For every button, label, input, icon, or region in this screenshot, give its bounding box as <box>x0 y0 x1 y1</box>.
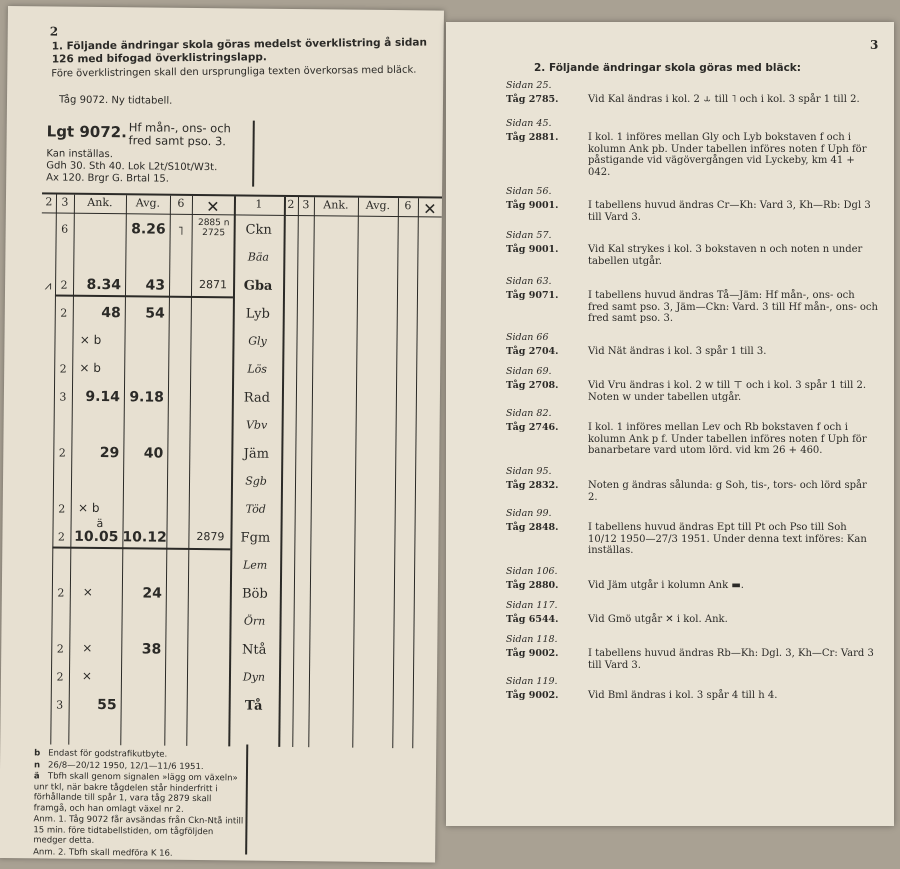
column-header: 6 <box>404 199 412 213</box>
entry-page: Sidan 106. <box>506 566 558 577</box>
ank-time: × b <box>79 332 102 347</box>
row-rule <box>52 546 230 550</box>
column-header: 6 <box>177 196 185 210</box>
entry-text: Vid Vru ändras i kol. 2 w till ⊤ och i kol. 3 spår 1 till 2. Noten w under tabellen utgår. <box>588 380 867 403</box>
footnote-rule <box>245 745 248 855</box>
col3-track: 2 <box>57 586 65 600</box>
ank-time: × <box>81 668 93 683</box>
col2-mark: ⩘ <box>44 278 52 293</box>
footnote <box>34 748 244 761</box>
entry-page: Sidan 63. <box>506 276 552 287</box>
column-header: 3 <box>61 195 69 209</box>
entry-page: Sidan 56. <box>506 186 552 197</box>
station-name: Ckn <box>245 222 272 238</box>
entry-page: Sidan 118. <box>506 634 558 645</box>
station-name: Gly <box>248 334 267 348</box>
ank-time: 8.34 <box>86 276 122 294</box>
column-rule <box>292 197 299 747</box>
entry-train: Tåg 2848. <box>506 522 559 533</box>
footnote-key: b <box>34 748 41 759</box>
ank-time: × <box>82 584 93 599</box>
station-name: Vbv <box>245 418 268 432</box>
station-name: Böb <box>241 586 268 602</box>
entry-text: I tabellens huvud ändras Rb—Kh: Dgl. 3, Kh—Cr: Vard 3 till Vard 3. <box>588 648 874 671</box>
intro-heading: 1. Följande ändringar skola göras medelst överklistring å sidan 126 med bifogad överklistringslapp. <box>51 36 428 66</box>
entry-page: Sidan 69. <box>506 366 552 377</box>
station-name: Bäa <box>247 250 270 264</box>
entry-text: I tabellens huvud ändras Tå—Jäm: Hf mån-, ons- och fred samt pso. 3, Jäm—Ckn: Vard. 3 till Hf mån-, ons- och fred samt pso. 3. <box>588 290 878 324</box>
footnote-text: 26/8—20/12 1950, 12/1—11/6 1951. <box>48 759 204 772</box>
col3-track: 2 <box>56 670 64 684</box>
entry-text: Noten g ändras sålunda: g Soh, tis-, tors- och lörd spår 2. <box>588 480 867 503</box>
column-header: Avg. <box>135 196 161 210</box>
column-header: 2 <box>287 197 295 212</box>
intro-tag: Tåg 9072. Ny tidtabell. <box>58 94 173 107</box>
column-rule <box>308 197 315 747</box>
station-name: Dyn <box>242 670 266 684</box>
column-header: 1 <box>255 197 263 211</box>
train-line1: Kan inställas. <box>46 148 113 161</box>
train-header <box>42 118 255 186</box>
train-days: Hf mån-, ons- och fred samt pso. 3. <box>128 120 231 149</box>
entry-text: Vid Jäm utgår i kolumn Ank ▬. <box>588 580 744 591</box>
column-header: ✕ <box>206 197 220 217</box>
train-title: Lgt 9072. <box>46 122 127 142</box>
entry-text: I kol. 1 införes mellan Lev och Rb bokstaven f och i kolumn Ank p f. Under tabellen införes noten f Uph för banarbetare vard utom lörd. vid km 26 + 460. <box>588 422 867 456</box>
entry-text: Vid Bml ändras i kol. 3 spår 4 till h 4. <box>588 690 778 701</box>
station-name: Sgb <box>245 474 267 488</box>
avg-time: 24 <box>142 585 162 602</box>
col6-mark: ˥ <box>177 223 184 238</box>
entry-text: I kol. 1 införes mellan Gly och Lyb bokstaven f och i kolumn Ank pb. Under tabellen införes noten f Uph för påstigande vid vägövergången vid Lyckeby, km 41 + 042. <box>588 132 867 178</box>
ank-note: ä <box>96 516 104 531</box>
entry-page: Sidan 119. <box>506 676 558 687</box>
col3-track: 3 <box>59 390 67 404</box>
column-rule <box>352 198 359 748</box>
station-name: Lös <box>247 362 268 376</box>
meeting-train: 2885 n 2725 <box>197 218 230 239</box>
entry-train: Tåg 6544. <box>506 614 559 625</box>
ank-time: 10.05 <box>74 528 119 546</box>
entry-page: Sidan 25. <box>506 80 552 91</box>
header-rule <box>42 212 442 217</box>
column-rule <box>186 196 193 746</box>
footnote-text: Anm. 2. Tbfh skall medföra K 16. <box>33 846 173 859</box>
col3-track: 3 <box>56 698 64 712</box>
footnote <box>33 814 243 848</box>
right-page <box>446 22 894 826</box>
entry-train: Tåg 2704. <box>506 346 559 357</box>
entry-page: Sidan 99. <box>506 508 552 519</box>
station-name: Örn <box>243 614 266 628</box>
station-name: Fgm <box>240 530 271 546</box>
entry-train: Tåg 2785. <box>506 94 559 105</box>
column-rule <box>412 198 419 748</box>
entry-page: Sidan 45. <box>506 118 552 129</box>
entry-text: Vid Nät ändras i kol. 3 spår 1 till 3. <box>588 346 767 357</box>
footnote <box>34 771 244 815</box>
left-page <box>0 6 444 863</box>
entry-train: Tåg 9001. <box>506 244 559 255</box>
entry-train: Tåg 2708. <box>506 380 559 391</box>
ank-time: 48 <box>101 304 121 322</box>
avg-time: 40 <box>143 445 164 462</box>
meeting-train: 2871 <box>199 278 228 292</box>
entry-train: Tåg 2881. <box>506 132 559 143</box>
entry-page: Sidan 57. <box>506 230 552 241</box>
changes-title: 2. Följande ändringar skola göras med bläck: <box>534 62 801 74</box>
entry-text: Vid Gmö utgår ✕ i kol. Ank. <box>588 614 728 625</box>
column-header: ✕ <box>423 199 437 219</box>
timetable <box>36 192 442 748</box>
station-name: Rad <box>243 390 271 406</box>
column-header: Ank. <box>323 198 349 212</box>
train-line2: Gdh 30. Sth 40. Lok L2t/S10t/W3t. <box>46 160 218 174</box>
page-number: 3 <box>870 38 879 52</box>
ank-time: 29 <box>99 444 120 462</box>
footnote-text: Endast för godstrafikutbyte. <box>48 748 168 760</box>
station-name: Gba <box>243 278 273 294</box>
station-name: Tå <box>244 698 263 714</box>
entry-text: I tabellens huvud ändras Cr—Kh: Vard 3, Kh—Rb: Dgl 3 till Vard 3. <box>588 200 871 223</box>
entry-train: Tåg 2880. <box>506 580 559 591</box>
entry-page: Sidan 95. <box>506 466 552 477</box>
footnote-key: ä <box>33 771 40 782</box>
column-rule <box>50 195 57 745</box>
station-name: Jäm <box>243 446 270 462</box>
entry-page: Sidan 66 <box>506 332 549 343</box>
column-rule <box>164 196 171 746</box>
ank-time: × <box>82 640 93 655</box>
station-name: Töd <box>245 502 266 516</box>
entry-train: Tåg 9071. <box>506 290 559 301</box>
entry-train: Tåg 2746. <box>506 422 559 433</box>
col3-track: 6 <box>61 222 69 236</box>
footnote-text: Tbfh skall genom signalen »lägg om växeln» unr tkl, när bakre tågdelen står hinderfritt i förhållande till spår 1, vara tåg 2879 skall framgå, och han omlagt växel nr 2. <box>33 771 238 815</box>
ank-time: 55 <box>97 696 117 714</box>
avg-time: 9.18 <box>129 389 164 406</box>
entry-text: I tabellens huvud ändras Ept till Pt och Pso till Soh 10/12 1950—27/3 1951. Under denna text införes: Kan inställas. <box>588 522 867 556</box>
column-header: Avg. <box>365 198 391 213</box>
entry-text: Vid Kal strykes i kol. 3 bokstaven n och noten n under tabellen utgår. <box>588 244 863 267</box>
entry-train: Tåg 9002. <box>506 648 559 659</box>
footnote <box>34 760 244 773</box>
ank-time: × b <box>77 500 100 515</box>
station-name: Ntå <box>242 642 267 658</box>
entry-text: Vid Kal ändras i kol. 2 ⥿ till ˥ och i kol. 3 spår 1 till 2. <box>588 94 860 105</box>
col3-track: 2 <box>60 278 68 292</box>
footnotes <box>33 748 244 860</box>
avg-time: 54 <box>145 305 165 322</box>
station-name: Lem <box>242 558 268 572</box>
footnote-key: n <box>34 759 41 770</box>
col3-track: 2 <box>58 502 66 516</box>
col3-track: 2 <box>56 642 64 656</box>
entry-train: Tåg 2832. <box>506 480 559 491</box>
entry-train: Tåg 9002. <box>506 690 559 701</box>
entry-page: Sidan 117. <box>506 600 558 611</box>
column-header: 2 <box>45 195 53 209</box>
entry-page: Sidan 82. <box>506 408 552 419</box>
column-header: Ank. <box>87 195 113 210</box>
page-number: 2 <box>49 24 59 39</box>
column-rule <box>392 198 399 748</box>
entry-train: Tåg 9001. <box>506 200 559 211</box>
avg-time: 8.26 <box>131 221 166 238</box>
col3-track: 2 <box>58 446 66 460</box>
avg-time: 43 <box>145 277 166 294</box>
ank-time: × b <box>79 360 102 375</box>
intro-text: Före överklistringen skall den ursprungliga texten överkorsas med bläck. <box>51 64 417 80</box>
footnote <box>33 847 243 860</box>
station-name: Lyb <box>245 306 270 322</box>
meeting-train: 2879 <box>196 530 225 544</box>
col3-track: 2 <box>59 362 67 376</box>
row-rule <box>55 295 233 299</box>
ank-time: 9.14 <box>85 388 120 406</box>
col3-track: 2 <box>60 306 68 320</box>
train-line3: Ax 120. Brgr G. Brtal 15. <box>46 172 170 185</box>
avg-time: 10.12 <box>122 529 167 546</box>
avg-time: 38 <box>141 641 162 658</box>
column-header: 3 <box>302 198 310 212</box>
col3-track: 2 <box>57 530 66 544</box>
footnote-text: Anm. 1. Tåg 9072 får avsändas från Ckn-Ntå intill 15 min. före tidtabellstiden, om tågföljden medger detta. <box>33 814 244 846</box>
